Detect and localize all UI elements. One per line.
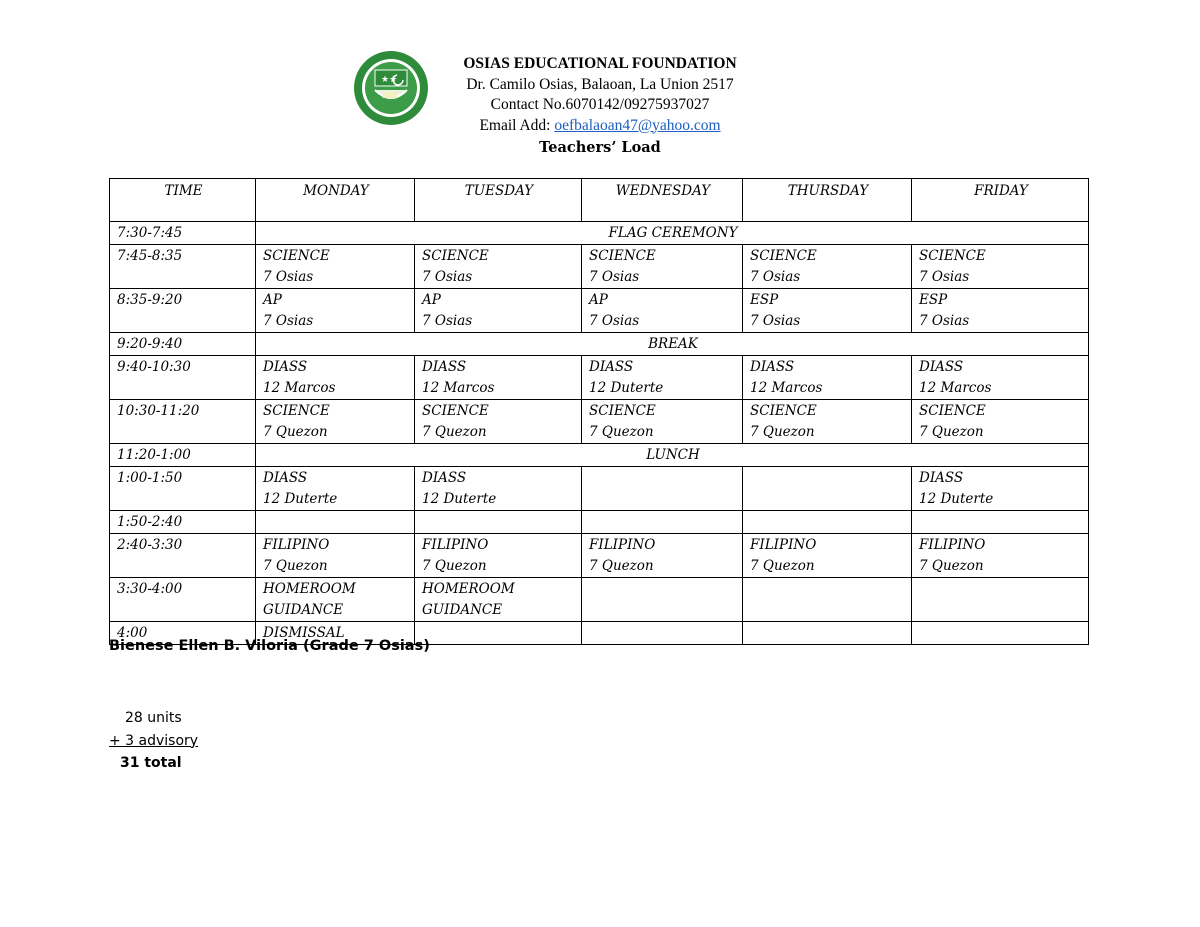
class-cell-thursday: [743, 245, 912, 289]
section-text: 7 Quezon: [750, 558, 815, 574]
contact-number: Contact No.6070142/09275937027: [490, 96, 710, 113]
section-text: 12 Duterte: [263, 491, 338, 507]
section-text: 12 Marcos: [263, 380, 336, 396]
email-label: Email Add:: [479, 116, 555, 134]
column-header-time: TIME: [110, 179, 256, 222]
class-cell-wednesday: [582, 289, 743, 333]
class-cell-tuesday: [415, 467, 582, 511]
class-cell-monday: [256, 356, 415, 400]
class-cell-tuesday: [415, 511, 582, 534]
subject-text: AP: [422, 292, 441, 308]
table-row: [110, 511, 1089, 534]
time-cell: 4:00: [110, 622, 256, 645]
subject-text: AP: [263, 292, 282, 308]
subject-text: ESP: [919, 292, 948, 308]
subject-text: SCIENCE: [750, 403, 817, 419]
subject-text: FILIPINO: [263, 537, 330, 553]
table-row: [110, 400, 1089, 444]
subject-text: DIASS: [422, 359, 467, 375]
subject-text: HOMEROOM: [422, 581, 515, 597]
class-cell-friday: [912, 534, 1089, 578]
column-header-tuesday: TUESDAY: [415, 179, 582, 222]
subject-text: SCIENCE: [263, 248, 330, 264]
class-cell-wednesday: [582, 578, 743, 622]
class-cell-thursday: [743, 534, 912, 578]
subject-text: SCIENCE: [422, 248, 489, 264]
units-base: 28 units: [125, 710, 182, 726]
section-text: 7 Osias: [919, 313, 970, 329]
section-text: 7 Osias: [263, 313, 314, 329]
section-text: 7 Osias: [263, 269, 314, 285]
class-cell-tuesday: [415, 289, 582, 333]
class-cell-friday: [912, 289, 1089, 333]
section-text: 7 Quezon: [589, 558, 654, 574]
time-cell: 10:30-11:20: [110, 400, 256, 444]
merged-period-cell: LUNCH: [256, 444, 1089, 467]
subject-text: DISMISSAL: [263, 625, 345, 641]
section-text: 12 Marcos: [919, 380, 992, 396]
subject-text: FILIPINO: [750, 537, 817, 553]
subject-text: DIASS: [919, 470, 964, 486]
section-text: 7 Osias: [750, 269, 801, 285]
section-text: 7 Quezon: [589, 424, 654, 440]
subject-text: SCIENCE: [750, 248, 817, 264]
class-cell-monday: [256, 289, 415, 333]
time-cell: 9:20-9:40: [110, 333, 256, 356]
organization-name: OSIAS EDUCATIONAL FOUNDATION: [463, 55, 737, 72]
section-text: GUIDANCE: [263, 602, 344, 618]
merged-period-cell: FLAG CEREMONY: [256, 222, 1089, 245]
section-text: 12 Duterte: [589, 380, 664, 396]
class-cell-thursday: [743, 511, 912, 534]
subject-text: SCIENCE: [589, 248, 656, 264]
merged-period-cell: BREAK: [256, 333, 1089, 356]
teachers-load-table: [109, 178, 1089, 645]
email-line: [400, 116, 800, 137]
section-text: 7 Osias: [422, 313, 473, 329]
class-cell-thursday: [743, 622, 912, 645]
section-text: 12 Marcos: [422, 380, 495, 396]
units-total: 31 total: [120, 755, 182, 771]
units-advisory: + 3 advisory: [109, 732, 199, 749]
time-cell: 8:35-9:20: [110, 289, 256, 333]
subject-text: ESP: [750, 292, 779, 308]
class-cell-tuesday: [415, 400, 582, 444]
table-row: [110, 245, 1089, 289]
schedule-body: [110, 222, 1089, 645]
subject-text: DIASS: [263, 359, 308, 375]
time-cell: 1:50-2:40: [110, 511, 256, 534]
class-cell-thursday: [743, 400, 912, 444]
time-cell: 9:40-10:30: [110, 356, 256, 400]
class-cell-monday: [256, 578, 415, 622]
time-cell: 7:30-7:45: [110, 222, 256, 245]
subject-text: FILIPINO: [422, 537, 489, 553]
column-header-friday: FRIDAY: [912, 179, 1089, 222]
class-cell-wednesday: [582, 511, 743, 534]
section-text: 7 Osias: [422, 269, 473, 285]
class-cell-friday: [912, 400, 1089, 444]
class-cell-friday: [912, 245, 1089, 289]
section-text: 7 Osias: [589, 269, 640, 285]
document-header: [400, 54, 800, 159]
class-cell-wednesday: [582, 467, 743, 511]
class-cell-thursday: [743, 467, 912, 511]
table-row: [110, 289, 1089, 333]
class-cell-friday: [912, 578, 1089, 622]
class-cell-monday: [256, 467, 415, 511]
section-text: 7 Quezon: [422, 424, 487, 440]
class-cell-monday: [256, 400, 415, 444]
subject-text: SCIENCE: [589, 403, 656, 419]
subject-text: DIASS: [750, 359, 795, 375]
section-text: 12 Duterte: [422, 491, 497, 507]
subject-text: DIASS: [919, 359, 964, 375]
table-row: [110, 467, 1089, 511]
class-cell-tuesday: [415, 245, 582, 289]
class-cell-wednesday: [582, 534, 743, 578]
table-row: [110, 578, 1089, 622]
teacher-name: Bienese Ellen B. Viloria (Grade 7 Osias): [109, 638, 430, 654]
subject-text: FILIPINO: [919, 537, 986, 553]
class-cell-monday: [256, 511, 415, 534]
class-cell-monday: [256, 534, 415, 578]
units-summary: [109, 707, 198, 775]
subject-text: SCIENCE: [919, 248, 986, 264]
section-text: 7 Quezon: [750, 424, 815, 440]
subject-text: SCIENCE: [263, 403, 330, 419]
class-cell-tuesday: [415, 534, 582, 578]
class-cell-friday: [912, 511, 1089, 534]
subject-text: DIASS: [589, 359, 634, 375]
subject-text: DIASS: [422, 470, 467, 486]
time-cell: 11:20-1:00: [110, 444, 256, 467]
subject-text: SCIENCE: [919, 403, 986, 419]
subject-text: FILIPINO: [589, 537, 656, 553]
class-cell-thursday: [743, 289, 912, 333]
section-text: 7 Quezon: [919, 558, 984, 574]
class-cell-wednesday: [582, 356, 743, 400]
class-cell-friday: [912, 356, 1089, 400]
time-cell: 1:00-1:50: [110, 467, 256, 511]
section-text: 7 Quezon: [919, 424, 984, 440]
class-cell-tuesday: [415, 622, 582, 645]
column-header-wednesday: WEDNESDAY: [582, 179, 743, 222]
subject-text: HOMEROOM: [263, 581, 356, 597]
section-text: 7 Quezon: [422, 558, 487, 574]
class-cell-thursday: [743, 578, 912, 622]
section-text: 7 Osias: [750, 313, 801, 329]
table-row: [110, 356, 1089, 400]
svg-text:★★: ★★: [381, 75, 398, 85]
time-cell: 2:40-3:30: [110, 534, 256, 578]
class-cell-wednesday: [582, 622, 743, 645]
section-text: 12 Marcos: [750, 380, 823, 396]
time-cell: 7:45-8:35: [110, 245, 256, 289]
table-row: [110, 534, 1089, 578]
time-cell: 3:30-4:00: [110, 578, 256, 622]
subject-text: SCIENCE: [422, 403, 489, 419]
organization-address: Dr. Camilo Osias, Balaoan, La Union 2517: [466, 75, 734, 93]
column-header-monday: MONDAY: [256, 179, 415, 222]
section-text: 7 Osias: [919, 269, 970, 285]
email-link[interactable]: oefbalaoan47@yahoo.com: [554, 116, 721, 134]
class-cell-wednesday: [582, 245, 743, 289]
class-cell-friday: [912, 622, 1089, 645]
class-cell-tuesday: [415, 356, 582, 400]
section-text: GUIDANCE: [422, 602, 503, 618]
table-row: [110, 222, 1089, 245]
class-cell-wednesday: [582, 400, 743, 444]
section-text: 7 Osias: [589, 313, 640, 329]
section-text: 7 Quezon: [263, 424, 328, 440]
section-text: 7 Quezon: [263, 558, 328, 574]
table-header-row: [110, 179, 1089, 222]
class-cell-tuesday: [415, 578, 582, 622]
class-cell-thursday: [743, 356, 912, 400]
class-cell-friday: [912, 467, 1089, 511]
column-header-thursday: THURSDAY: [743, 179, 912, 222]
table-row: [110, 444, 1089, 467]
page-title: Teachers’ Load: [539, 139, 661, 156]
section-text: 12 Duterte: [919, 491, 994, 507]
subject-text: AP: [589, 292, 608, 308]
subject-text: DIASS: [263, 470, 308, 486]
table-row: [110, 333, 1089, 356]
class-cell-monday: [256, 245, 415, 289]
